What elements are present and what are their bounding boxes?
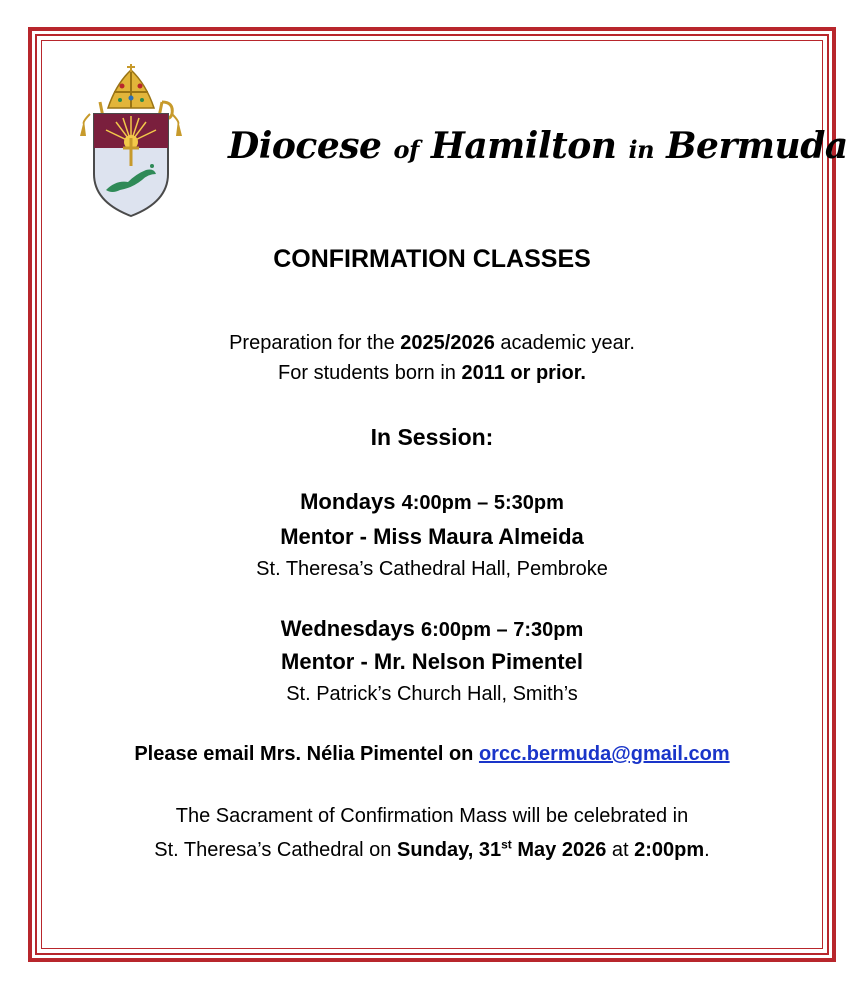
diocese-coat-of-arms-icon [76,62,186,220]
session-monday-day [44,489,820,515]
session-wednesday-mentor: Mentor - Mr. Nelson Pimentel [281,649,583,674]
sacrament-line-2 [44,835,820,865]
sacrament-at: at [611,839,629,861]
page-heading: CONFIRMATION CLASSES [273,245,591,273]
contact-text: Please email Mrs. Nélia Pimentel on [134,743,474,765]
title-word-hamilton: Hamilton [430,125,617,167]
preparation-line-1 [44,328,820,358]
in-session-heading: In Session: [370,424,494,450]
session-monday-mentor: Mentor - Miss Maura Almeida [280,524,584,549]
title-word-diocese: Diocese [228,125,382,167]
sacrament-period: . [704,839,710,861]
session-time: 6:00pm – 7:30pm [420,619,584,641]
eligibility-text: For students born in [278,362,456,384]
session-wednesday-venue: St. Patrick’s Church Hall, Smith’s [286,683,578,705]
session-monday-venue: St. Theresa’s Cathedral Hall, Pembroke [256,558,608,580]
sacrament-time: 2:00pm [634,839,705,861]
diocese-title [228,124,848,172]
date-month-year: May 2026 [517,839,607,861]
contact-line [44,743,820,766]
preparation-suffix: academic year. [500,332,635,354]
title-word-of: of [393,135,419,164]
preparation-text: Preparation for the [229,332,395,354]
eligibility-year: 2011 or prior. [461,362,586,384]
date-day: Sunday, 31 [397,839,502,861]
session-day-label: Wednesdays [280,616,415,641]
date-suffix: st [501,837,512,852]
title-word-in: in [628,135,655,164]
title-word-bermuda: Bermuda [666,125,848,167]
academic-year: 2025/2026 [400,332,495,354]
sacrament-line-1: The Sacrament of Confirmation Mass will be celebrated in [175,805,689,827]
session-time: 4:00pm – 5:30pm [401,492,564,514]
preparation-line-2 [44,358,820,388]
sacrament-date [397,839,606,861]
session-day-label: Mondays [300,489,396,514]
sacrament-location: St. Theresa’s Cathedral on [154,839,392,861]
email-link[interactable]: orcc.bermuda@gmail.com [478,743,730,765]
session-wednesday-day [44,616,820,642]
